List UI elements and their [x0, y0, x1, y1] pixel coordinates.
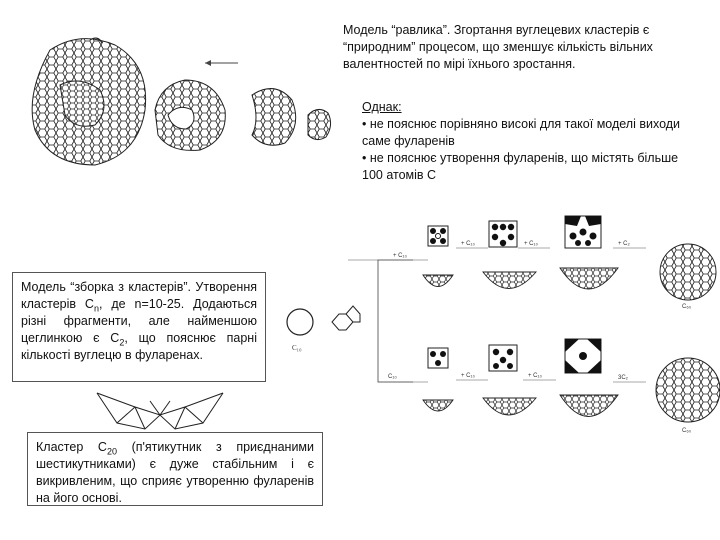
- cluster-c30-flat: [489, 221, 517, 247]
- c10-ring-icon: [287, 309, 313, 335]
- assembly-scheme-figure: [278, 210, 718, 520]
- svg-text:+ C₁₀: + C₁₀: [461, 241, 476, 247]
- bowl-lower-small: [423, 400, 453, 411]
- c20-text-1: Кластер C: [36, 440, 107, 454]
- fullerene-c60-bottom: [656, 358, 720, 434]
- svg-text:+ C₁₀: + C₁₀: [393, 253, 408, 259]
- bicyclic-fragment-icon: [332, 306, 360, 330]
- svg-text:C₆₀: C₆₀: [682, 304, 692, 310]
- branch-lines: [378, 260, 413, 382]
- snail-cage-large: [32, 38, 145, 165]
- c20-text-2: (п'ятикутник з приєднаними шестикутниками) є дуже стабільним і є викривленим, що сприяє утворенню фуларенів на його основі.: [36, 440, 315, 505]
- cluster-c40-flat: [565, 216, 601, 248]
- svg-text:+ C₁₀: + C₁₀: [528, 373, 543, 379]
- fullerene-c60-top: [660, 244, 716, 310]
- assembly-text-3: , що пояснює парні кількості вуглецю в фуларенах.: [21, 331, 257, 362]
- snail-model-figure: [20, 25, 340, 195]
- svg-text:+ C₁₀: + C₁₀: [524, 241, 539, 247]
- cluster-c20-flat: [428, 226, 448, 246]
- bowl-medium: [483, 272, 536, 289]
- cluster-flat-lower-3: [565, 339, 601, 373]
- bowl-lower-medium: [483, 398, 536, 415]
- bowl-small: [423, 275, 453, 287]
- snail-model-description: Модель “равлика”. Згортання вуглецевих кластерів є “природним” процесом, що зменшує кількість вільних валентностей по мірі їхнього зростання.: [343, 23, 653, 71]
- svg-text:C₆₀: C₆₀: [682, 428, 692, 434]
- bowl-large: [560, 268, 618, 289]
- svg-text:+ C₂: + C₂: [618, 241, 630, 247]
- assembly-sub-n: n: [93, 303, 99, 314]
- bullet-item: • не пояснює утворення фуларенів, що містять більше 100 атомів С: [362, 151, 679, 182]
- bowl-lower-large: [560, 395, 618, 417]
- svg-text:+ C₁₀: + C₁₀: [461, 373, 476, 379]
- c20-cluster-figure: [95, 385, 225, 435]
- assembly-model-box: [12, 272, 266, 382]
- left-arrow-icon: [205, 60, 238, 66]
- cluster-flat-lower-2: [489, 345, 517, 371]
- snail-fragment: [308, 109, 331, 139]
- snail-however-block: [362, 99, 692, 184]
- svg-text:3C₂: 3C₂: [618, 375, 628, 381]
- snail-cage-small: [252, 89, 296, 146]
- assembly-text-1: Модель “зборка з кластерів”. Утворення кластерів C: [21, 280, 257, 311]
- c20-sub-20: 20: [106, 446, 117, 457]
- however-label: Однак:: [362, 100, 402, 114]
- cluster-flat-lower-1: [428, 348, 448, 368]
- bullet-item: • не пояснює порівняно високі для такої моделі виходи саме фуларенів: [362, 117, 681, 148]
- c10-label: C₁₀: [292, 344, 302, 352]
- assembly-text-2: , де n=10-25. Додаються різні фрагменти, але найменшою цеглинкою є C: [21, 297, 257, 345]
- lower-row: [378, 373, 646, 382]
- snail-cage-medium: [155, 80, 225, 150]
- svg-text:C₁₀: C₁₀: [388, 374, 397, 380]
- assembly-sub-2: 2: [119, 337, 125, 348]
